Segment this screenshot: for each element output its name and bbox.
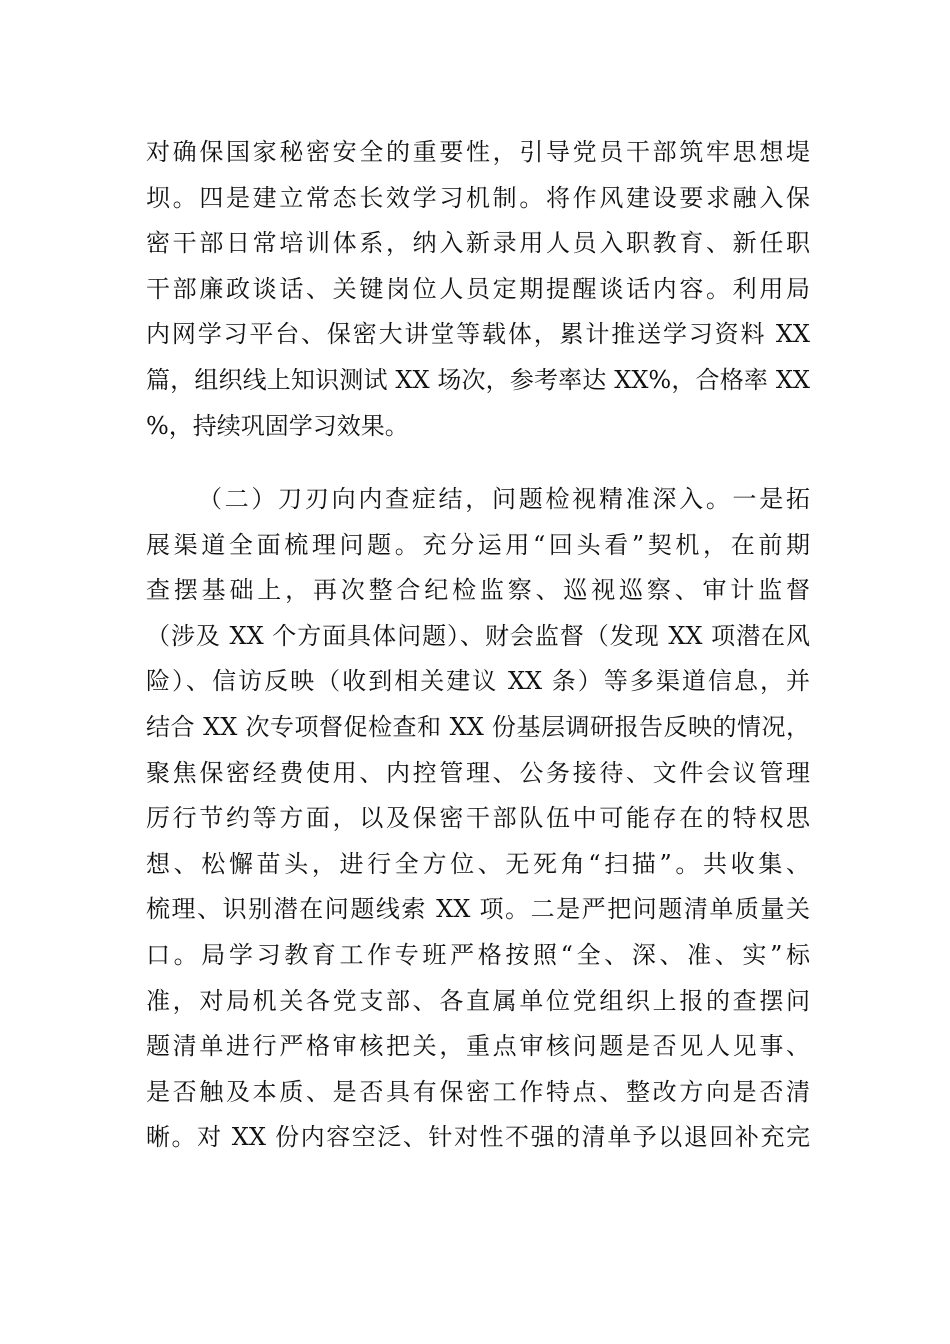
text-line: 险）、信访反映（收到相关建议 XX 条）等多渠道信息，并 <box>146 667 810 696</box>
text-line: 口。局学习教育工作专班严格按照“全、深、准、实”标 <box>146 940 810 969</box>
text-line: %，持续巩固学习效果。 <box>146 411 409 440</box>
text-line: 想、松懈苗头，进行全方位、无死角“扫描”。共收集、 <box>146 849 810 878</box>
text-line: （涉及 XX 个方面具体问题）、财会监督（发现 XX 项潜在风 <box>146 621 810 650</box>
text-line: 晰。对 XX 份内容空泛、针对性不强的清单予以退回补充完 <box>146 1123 810 1152</box>
text-line: 密干部日常培训体系，纳入新录用人员入职教育、新任职 <box>146 229 810 258</box>
text-line: 查摆基础上，再次整合纪检监察、巡视巡察、审计监督 <box>146 576 810 605</box>
text-line: 聚焦保密经费使用、内控管理、公务接待、文件会议管理 <box>146 758 810 787</box>
text-line: 厉行节约等方面，以及保密干部队伍中可能存在的特权思 <box>146 804 810 833</box>
section-heading-line: （二）刀刃向内查症结，问题检视精准深入。一是拓 <box>198 485 810 513</box>
text-line: 内网学习平台、保密大讲堂等载体，累计推送学习资料 XX <box>146 320 810 349</box>
text-line: 展渠道全面梳理问题。充分运用“回头看”契机，在前期 <box>146 530 810 559</box>
text-line: 坝。四是建立常态长效学习机制。将作风建设要求融入保 <box>146 183 810 212</box>
text-line: 梳理、识别潜在问题线索 XX 项。二是严把问题清单质量关 <box>146 895 810 924</box>
text-line: 对确保国家秘密安全的重要性，引导党员干部筑牢思想堤 <box>146 138 810 166</box>
text-line: 结合 XX 次专项督促检查和 XX 份基层调研报告反映的情况， <box>146 712 810 741</box>
text-line: 干部廉政谈话、关键岗位人员定期提醒谈话内容。利用局 <box>146 274 810 303</box>
paragraph-section-two <box>146 477 810 1161</box>
text-line: 准，对局机关各党支部、各直属单位党组织上报的查摆问 <box>146 986 810 1015</box>
text-line: 是否触及本质、是否具有保密工作特点、整改方向是否清 <box>146 1077 810 1106</box>
text-line: 篇，组织线上知识测试 XX 场次，参考率达 XX%，合格率 XX <box>146 365 810 394</box>
paragraph-continued <box>146 130 810 449</box>
text-line: 题清单进行严格审核把关，重点审核问题是否见人见事、 <box>146 1032 810 1061</box>
